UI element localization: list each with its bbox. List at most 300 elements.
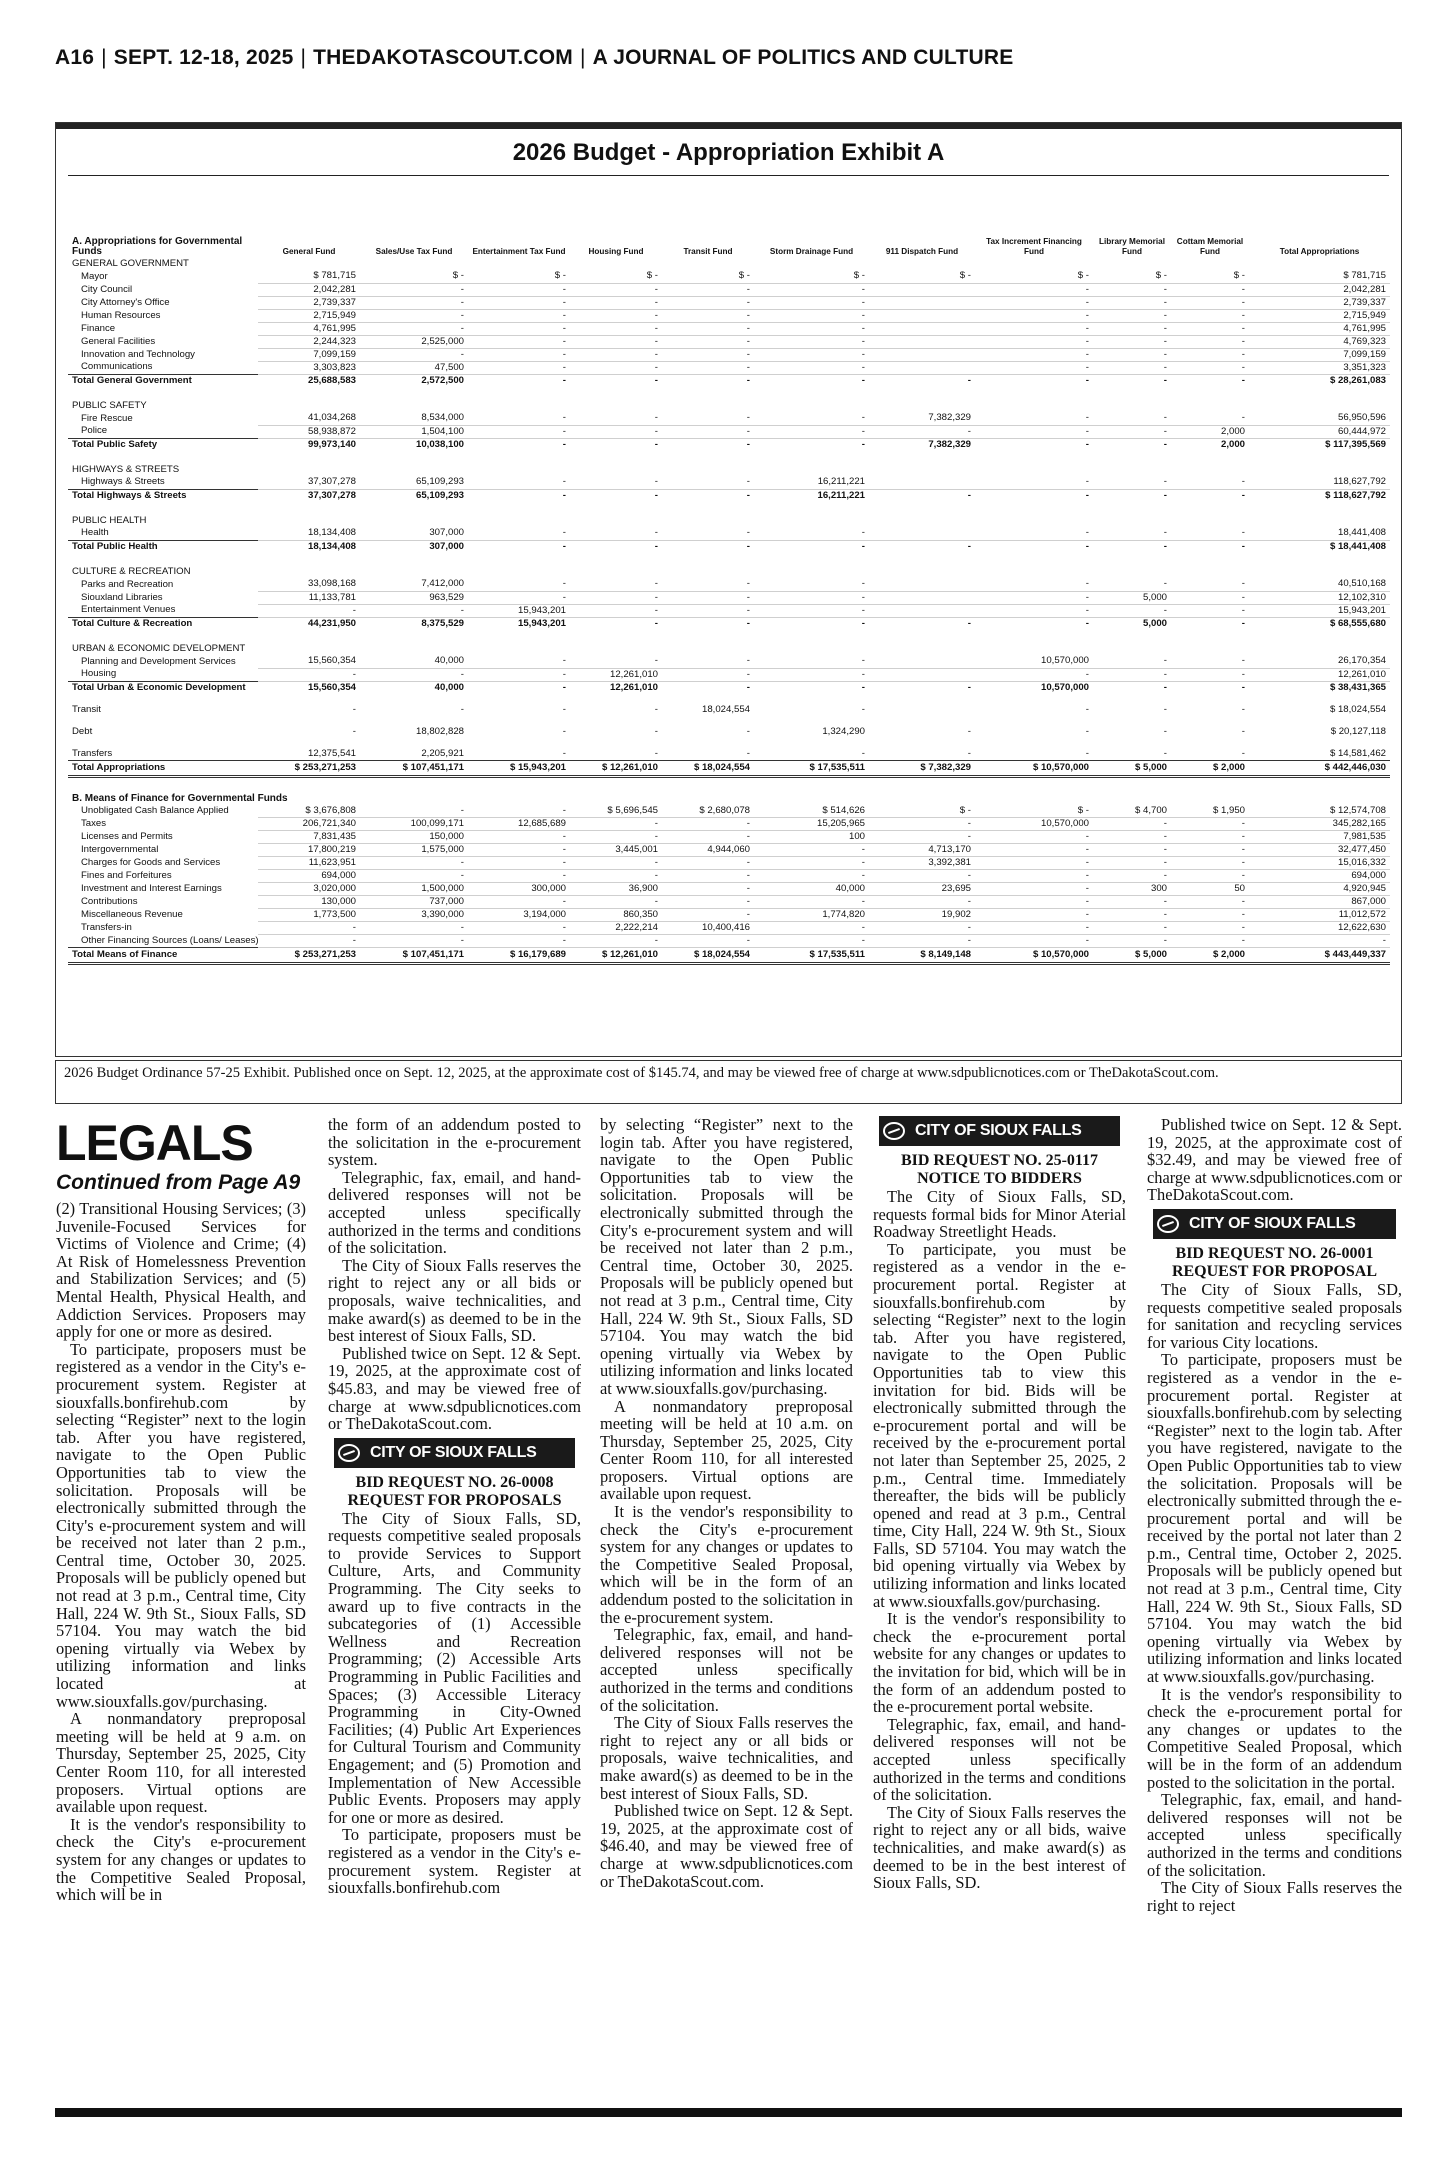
table-cell: - xyxy=(662,335,754,348)
table-cell: 10,570,000 xyxy=(975,655,1093,668)
table-cell: - xyxy=(1093,857,1171,870)
table-cell xyxy=(570,451,662,463)
table-cell xyxy=(1249,630,1390,642)
table-row xyxy=(68,463,1390,476)
table-cell: - xyxy=(1093,578,1171,591)
table-cell: 4,944,060 xyxy=(662,844,754,857)
table-cell xyxy=(754,565,869,578)
table-cell: 2,222,214 xyxy=(570,922,662,935)
table-cell: - xyxy=(754,348,869,361)
table-cell: $ 12,261,010 xyxy=(570,761,662,777)
table-row xyxy=(68,668,1390,681)
table-cell xyxy=(570,789,662,805)
table-cell: - xyxy=(468,489,570,502)
table-cell: - xyxy=(1085,704,1089,715)
table-cell xyxy=(869,642,975,655)
table-cell: 16,211,221 xyxy=(754,489,869,502)
column-1-text xyxy=(56,1200,306,1904)
table-cell: - xyxy=(975,591,1093,604)
column-header: Total Appropriations xyxy=(1279,247,1360,256)
table-cell: - xyxy=(975,412,1093,425)
table-cell: - xyxy=(1093,527,1171,540)
title-rule xyxy=(68,175,1389,176)
table-cell xyxy=(1249,387,1390,399)
row-label: Health xyxy=(81,527,109,539)
table-cell xyxy=(468,399,570,412)
table-cell: $ 28,261,083 xyxy=(1249,374,1390,387)
table-cell xyxy=(570,399,662,412)
table-cell: - xyxy=(570,374,662,387)
table-cell: - xyxy=(754,309,869,322)
table-cell: 15,943,201 xyxy=(468,604,570,617)
table-cell xyxy=(869,502,975,514)
column-5-text-b xyxy=(1147,1281,1402,1914)
table-cell: 10,570,000 xyxy=(975,681,1093,694)
table-row xyxy=(68,694,1390,716)
table-cell: 99,973,140 xyxy=(258,438,360,451)
row-label: Total Urban & Economic Development xyxy=(68,681,258,694)
table-cell: $ 3,676,808 xyxy=(258,805,360,818)
table-cell: 40,000 xyxy=(360,681,468,694)
table-cell: - xyxy=(468,935,570,948)
row-label: Total Means of Finance xyxy=(68,948,258,964)
table-row xyxy=(68,257,1390,270)
table-cell xyxy=(975,553,1093,565)
table-cell xyxy=(1093,565,1171,578)
table-cell: 118,627,792 xyxy=(1249,476,1390,489)
table-row xyxy=(68,896,1390,909)
table-cell xyxy=(754,387,869,399)
table-cell: - xyxy=(662,935,754,948)
legal-paragraph: Published twice on Sept. 12 & Sept. 19, 2025, at the approximate cost of $32.49, and may be viewed free of charge at www.sdpublicnotices.com or TheDakotaScout.com. xyxy=(1147,1115,1402,1205)
table-cell: - xyxy=(754,591,869,604)
table-cell: - xyxy=(1171,578,1249,591)
table-cell: - xyxy=(570,604,662,617)
table-cell: $ 2,000 xyxy=(1171,761,1249,777)
legal-paragraph: The City of Sioux Falls reserves the right to reject any or all bids or proposals, waive technicalities, and make award(s) as deemed to be in the best interest of Sioux Falls, SD. xyxy=(328,1255,581,1346)
table-cell: - xyxy=(468,655,570,668)
table-cell: - xyxy=(570,870,662,883)
table-row xyxy=(68,527,1390,540)
table-cell xyxy=(1093,257,1171,270)
table-cell: $ - xyxy=(360,270,468,283)
table-cell: - xyxy=(662,818,754,831)
table-cell xyxy=(662,553,754,565)
column-header: Cottam Memorial Fund xyxy=(1176,237,1244,256)
table-row xyxy=(68,630,1390,642)
table-cell: $ 12,261,010 xyxy=(570,948,662,964)
column-5-text-a xyxy=(1147,1116,1402,1204)
table-cell: - xyxy=(1093,896,1171,909)
table-cell xyxy=(754,777,869,789)
table-cell xyxy=(570,257,662,270)
table-cell: $ 118,627,792 xyxy=(1249,489,1390,502)
table-cell: $ 18,441,408 xyxy=(1249,540,1390,553)
table-cell: $ - xyxy=(468,270,570,283)
table-cell xyxy=(570,630,662,642)
row-label: Miscellaneous Revenue xyxy=(81,909,183,920)
table-cell: $ 781,715 xyxy=(258,270,360,283)
table-row xyxy=(68,412,1390,425)
table-cell: - xyxy=(975,283,1093,296)
table-cell xyxy=(869,655,975,668)
row-label: Finance xyxy=(81,322,116,334)
table-cell xyxy=(1249,451,1390,463)
table-cell xyxy=(360,387,468,399)
table-cell xyxy=(1093,387,1171,399)
legal-paragraph: To participate, proposers must be registered as a vendor in the City's e-procurement system. Register at siouxfalls.bonfirehub.com xyxy=(328,1825,581,1898)
table-cell: - xyxy=(468,335,570,348)
table-cell: - xyxy=(754,540,869,553)
table-cell: - xyxy=(570,857,662,870)
column-header: Library Memorial Fund xyxy=(1099,237,1165,256)
table-cell xyxy=(570,387,662,399)
table-cell: $ 107,451,171 xyxy=(360,948,468,964)
row-label: Entertainment Venues xyxy=(81,604,176,616)
table-cell xyxy=(754,630,869,642)
table-cell: 16,211,221 xyxy=(754,476,869,489)
table-cell: - xyxy=(570,896,662,909)
table-cell: - xyxy=(869,540,975,553)
table-cell: 41,034,268 xyxy=(258,412,360,425)
table-cell: - xyxy=(570,831,662,844)
legals-column-4 xyxy=(873,1116,1126,2106)
table-cell: 58,938,872 xyxy=(258,425,360,438)
table-cell xyxy=(754,514,869,527)
table-cell xyxy=(360,463,468,476)
table-cell xyxy=(468,553,570,565)
table-cell: 44,231,950 xyxy=(258,617,360,630)
table-cell: $ 442,446,030 xyxy=(1249,761,1390,777)
table-cell xyxy=(754,502,869,514)
table-cell: 12,261,010 xyxy=(1249,668,1390,681)
table-row xyxy=(68,514,1390,527)
table-row xyxy=(68,489,1390,502)
table-cell: - xyxy=(562,726,566,737)
table-cell: - xyxy=(258,604,360,617)
table-cell xyxy=(468,257,570,270)
row-label: Taxes xyxy=(81,818,107,829)
legal-paragraph: It is the vendor's responsibility to check the e-procurement portal website for any changes or updates to the invitation for bid, which will be in the form of an addendum posted to the e-procurement portal website. xyxy=(873,1609,1126,1717)
table-cell: - xyxy=(1171,335,1249,348)
table-cell: - xyxy=(360,309,468,322)
table-cell: 206,721,340 xyxy=(258,818,360,831)
table-cell xyxy=(1171,451,1249,463)
table-cell xyxy=(975,387,1093,399)
table-cell: - xyxy=(570,309,662,322)
table-cell: 7,412,000 xyxy=(360,578,468,591)
table-cell xyxy=(662,642,754,655)
table-row xyxy=(68,451,1390,463)
table-cell xyxy=(258,565,360,578)
table-cell xyxy=(1249,257,1390,270)
column-2-text-a xyxy=(328,1116,581,1433)
column-header: Entertainment Tax Fund xyxy=(472,247,566,256)
table-cell: - xyxy=(1093,540,1171,553)
table-cell: 7,831,435 xyxy=(258,831,360,844)
table-row xyxy=(68,374,1390,387)
table-row xyxy=(68,935,1390,948)
table-cell: - xyxy=(754,655,869,668)
table-cell: - xyxy=(1171,309,1249,322)
table-cell xyxy=(662,502,754,514)
table-cell: 2,000 xyxy=(1171,438,1249,451)
table-cell: 7,099,159 xyxy=(258,348,360,361)
table-row xyxy=(68,335,1390,348)
table-cell: $ 5,696,545 xyxy=(570,805,662,818)
table-cell: - xyxy=(468,805,570,818)
table-cell xyxy=(570,514,662,527)
table-cell: 7,099,159 xyxy=(1249,348,1390,361)
table-row xyxy=(68,476,1390,489)
table-cell: 60,444,972 xyxy=(1249,425,1390,438)
issue-date: SEPT. 12-18, 2025 xyxy=(113,46,294,69)
table-cell: - xyxy=(1093,870,1171,883)
table-cell xyxy=(975,514,1093,527)
row-label: PUBLIC HEALTH xyxy=(72,514,147,526)
table-cell xyxy=(869,591,975,604)
exhibit-title: 2026 Budget - Appropriation Exhibit A xyxy=(512,139,945,166)
column-3-text xyxy=(600,1116,853,1890)
table-cell: 7,382,329 xyxy=(869,438,975,451)
row-label: Unobligated Cash Balance Applied xyxy=(81,805,229,816)
table-cell: - xyxy=(570,412,662,425)
table-cell: - xyxy=(662,489,754,502)
table-cell: - xyxy=(468,348,570,361)
table-cell: - xyxy=(1093,489,1171,502)
table-cell: 11,012,572 xyxy=(1249,909,1390,922)
table-cell: - xyxy=(468,896,570,909)
table-cell: - xyxy=(468,527,570,540)
legal-paragraph: by selecting “Register” next to the login tab. After you have registered, navigate to the Open Public Opportunities tab to view the solicitation. Proposals will be electronically submitted through the City's e-procurement system and will be received not later than 2 p.m., Central time, October 30, 2025. Proposals will be publicly opened but not read at 3 p.m., Central time, City Hall, 224 W. 9th St., Sioux Falls, SD 57104. You may watch the bid opening virtually via Webex by utilizing information and links located at www.siouxfalls.gov/purchasing. xyxy=(600,1115,853,1398)
table-cell: - xyxy=(360,283,468,296)
table-cell: - xyxy=(258,668,360,681)
row-label: URBAN & ECONOMIC DEVELOPMENT xyxy=(72,642,246,654)
table-cell: - xyxy=(1093,831,1171,844)
legal-paragraph: The City of Sioux Falls reserves the right to reject xyxy=(1147,1878,1402,1915)
table-cell: - xyxy=(1241,748,1245,759)
table-cell xyxy=(468,565,570,578)
legal-paragraph: A nonmandatory preproposal meeting will be held at 10 a.m. on Thursday, September 25, 2025, City Center Room 110, for all interested proposers. Virtual options are available upon request. xyxy=(600,1396,853,1504)
table-cell: $ 15,943,201 xyxy=(468,761,570,777)
column-4-text xyxy=(873,1188,1126,1892)
table-cell: - xyxy=(1171,412,1249,425)
table-cell xyxy=(360,399,468,412)
table-cell: - xyxy=(468,361,570,374)
table-cell xyxy=(975,630,1093,642)
table-cell: - xyxy=(754,681,869,694)
row-label: General Facilities xyxy=(81,335,156,347)
row-label: Transit xyxy=(72,704,101,715)
table-cell: 867,000 xyxy=(1249,896,1390,909)
table-cell: 47,500 xyxy=(360,361,468,374)
table-row xyxy=(68,922,1390,935)
table-cell: 2,042,281 xyxy=(1249,283,1390,296)
legals-subtitle: Continued from Page A9 xyxy=(56,1171,301,1194)
table-cell xyxy=(1093,789,1171,805)
table-cell: - xyxy=(1093,604,1171,617)
city-logo-icon xyxy=(1153,1209,1183,1239)
table-cell: 11,623,951 xyxy=(258,857,360,870)
table-cell xyxy=(662,789,754,805)
table-cell: - xyxy=(1093,296,1171,309)
table-cell: 10,570,000 xyxy=(975,818,1093,831)
table-cell: - xyxy=(1171,283,1249,296)
table-row xyxy=(68,805,1390,818)
table-row xyxy=(68,909,1390,922)
table-cell: $ 5,000 xyxy=(1093,948,1171,964)
table-header-row xyxy=(68,215,1390,257)
table-cell: - xyxy=(1171,374,1249,387)
table-row xyxy=(68,604,1390,617)
table-cell: - xyxy=(360,604,468,617)
table-cell: - xyxy=(1093,335,1171,348)
table-row xyxy=(68,348,1390,361)
column-header: Housing Fund xyxy=(588,247,644,256)
table-cell: - xyxy=(754,578,869,591)
table-cell: - xyxy=(975,870,1093,883)
table-cell: - xyxy=(258,922,360,935)
legal-paragraph: To participate, you must be registered as a vendor in the e-procurement portal. Register at siouxfalls.bonfirehub.com by selecting “Register” next to the login tab. After you have registered, navigate to the Open Public Opportunities tab to view this invitation for bid. Bids will be electronically submitted through the e-procurement portal and will be received by the e-procurement portal not later than September 25, 2025, 2 p.m., Central time. Immediately thereafter, the bids will be publicly opened and read at 3 p.m., Central time, City Hall, 224 W. 9th St., Sioux Falls, SD 57104. You may watch the bid opening virtually via Webex by utilizing information and links located at www.siouxfalls.gov/purchasing. xyxy=(873,1239,1126,1611)
table-cell: - xyxy=(662,425,754,438)
table-cell: - xyxy=(1171,540,1249,553)
table-cell: - xyxy=(869,681,975,694)
table-cell: - xyxy=(1093,681,1171,694)
table-cell: - xyxy=(975,831,1093,844)
table-cell xyxy=(869,630,975,642)
table-cell xyxy=(662,777,754,789)
table-cell: - xyxy=(352,726,356,737)
legal-paragraph: Published twice on Sept. 12 & Sept. 19, 2025, at the approximate cost of $45.83, and may be viewed free of charge at www.sdpublicnotices.com or TheDakotaScout.com. xyxy=(328,1343,581,1434)
table-cell: - xyxy=(1171,476,1249,489)
table-cell: - xyxy=(570,655,662,668)
table-cell: 2,205,921 xyxy=(421,748,464,759)
table-cell: - xyxy=(570,438,662,451)
table-cell: - xyxy=(1093,655,1171,668)
bid-title: REQUEST FOR PROPOSALS xyxy=(347,1491,562,1509)
table-cell: - xyxy=(975,425,1093,438)
table-cell: $ 17,535,511 xyxy=(754,948,869,964)
column-header: A. Appropriations for Governmental Funds xyxy=(72,236,243,257)
table-cell: $ 781,715 xyxy=(1249,270,1390,283)
table-cell xyxy=(1249,463,1390,476)
table-cell xyxy=(869,476,975,489)
table-cell xyxy=(258,463,360,476)
table-cell xyxy=(1171,387,1249,399)
table-cell: 7,382,329 xyxy=(869,412,975,425)
table-cell: - xyxy=(662,322,754,335)
table-cell: 40,000 xyxy=(754,883,869,896)
table-cell: - xyxy=(1171,361,1249,374)
table-cell: 26,170,354 xyxy=(1249,655,1390,668)
table-cell: 40,510,168 xyxy=(1249,578,1390,591)
table-cell: - xyxy=(258,935,360,948)
table-cell: $ 20,127,118 xyxy=(1330,726,1386,737)
legal-paragraph: A nonmandatory preproposal meeting will be held at 9 a.m. on Thursday, September 25, 2025, City Center Room 110, for all interested proposers. Virtual options are available upon request. xyxy=(56,1709,306,1817)
table-cell: 15,943,201 xyxy=(468,617,570,630)
table-cell: 5,000 xyxy=(1093,591,1171,604)
table-cell xyxy=(975,642,1093,655)
table-cell: - xyxy=(360,805,468,818)
table-cell: 4,713,170 xyxy=(869,844,975,857)
table-cell xyxy=(1249,399,1390,412)
table-cell xyxy=(1093,642,1171,655)
table-cell: 4,920,945 xyxy=(1249,883,1390,896)
legal-paragraph: The City of Sioux Falls, SD, requests competitive sealed proposals to provide Services to Support Culture, Arts, and Community Programming. The City seeks to award up to five contracts in the subcategories of (1) Accessible Wellness and Recreation Programming; (2) Accessible Arts Programming in Public Facilities and Spaces; (3) Accessible Literacy Programming in City-Owned Facilities; (4) Public Art Experiences for Cultural Tourism and Community Engagement; and (5) Promotion and Implementation of New Accessible Public Events. Proposers may apply for one or more as desired. xyxy=(328,1508,581,1827)
exhibit-caption: 2026 Budget Ordinance 57-25 Exhibit. Published once on Sept. 12, 2025, at the approximate cost of $145.74, and may be viewed free of charge at www.sdpublicnotices.com or TheDakotaScout.com. xyxy=(55,1060,1402,1104)
row-label: HIGHWAYS & STREETS xyxy=(72,463,180,475)
row-label: Planning and Development Services xyxy=(81,655,236,667)
table-cell xyxy=(1093,399,1171,412)
table-cell: - xyxy=(869,818,975,831)
row-label: Fines and Forfeitures xyxy=(81,870,172,881)
legal-paragraph: the form of an addendum posted to the solicitation in the e-procurement system. xyxy=(328,1115,581,1170)
row-label: Intergovernmental xyxy=(81,844,159,855)
table-cell: 3,445,001 xyxy=(570,844,662,857)
table-cell: - xyxy=(1093,909,1171,922)
table-cell: - xyxy=(754,374,869,387)
table-cell: - xyxy=(967,726,971,737)
table-cell: 150,000 xyxy=(360,831,468,844)
table-cell xyxy=(360,565,468,578)
table-cell xyxy=(1093,463,1171,476)
table-cell: - xyxy=(1093,425,1171,438)
table-cell xyxy=(258,553,360,565)
row-label: Charges for Goods and Services xyxy=(81,857,221,868)
table-cell: - xyxy=(1171,296,1249,309)
table-cell: $ 5,000 xyxy=(1093,761,1171,777)
table-cell: $ - xyxy=(869,270,975,283)
table-cell xyxy=(1093,451,1171,463)
table-cell: - xyxy=(662,412,754,425)
table-cell: - xyxy=(967,748,971,759)
table-cell: - xyxy=(975,438,1093,451)
table-cell: - xyxy=(1171,348,1249,361)
table-cell: $ - xyxy=(662,270,754,283)
table-cell: $ 68,555,680 xyxy=(1249,617,1390,630)
table-cell xyxy=(869,463,975,476)
table-cell: - xyxy=(861,748,865,759)
table-cell xyxy=(570,502,662,514)
city-banner-label: CITY OF SIOUX FALLS xyxy=(370,1443,537,1461)
table-cell xyxy=(258,514,360,527)
legal-paragraph: The City of Sioux Falls reserves the right to reject any or all bids, waive technicalities, and make award(s) as deemed to be in the best interest of Sioux Falls, SD. xyxy=(873,1802,1126,1893)
table-cell: - xyxy=(975,857,1093,870)
table-cell: 25,688,583 xyxy=(258,374,360,387)
table-cell xyxy=(1249,502,1390,514)
table-row xyxy=(68,948,1390,964)
table-cell: - xyxy=(1171,831,1249,844)
table-cell: 2,715,949 xyxy=(258,309,360,322)
table-cell: - xyxy=(570,540,662,553)
table-cell: - xyxy=(570,296,662,309)
row-label: PUBLIC SAFETY xyxy=(72,399,147,411)
row-label: Fire Rescue xyxy=(81,412,133,424)
table-cell: 737,000 xyxy=(360,896,468,909)
table-row xyxy=(68,322,1390,335)
table-cell: - xyxy=(754,604,869,617)
city-logo-icon xyxy=(334,1438,364,1468)
table-cell: - xyxy=(662,283,754,296)
legal-paragraph: The City of Sioux Falls, SD, requests competitive sealed proposals for sanitation and recycling services for various City locations. xyxy=(1147,1279,1402,1352)
table-row xyxy=(68,270,1390,283)
table-cell: - xyxy=(975,309,1093,322)
table-cell xyxy=(1171,463,1249,476)
table-cell xyxy=(1093,553,1171,565)
site-name[interactable]: THEDAKOTASCOUT.COM xyxy=(313,46,573,69)
table-cell: 33,098,168 xyxy=(258,578,360,591)
table-cell xyxy=(468,463,570,476)
